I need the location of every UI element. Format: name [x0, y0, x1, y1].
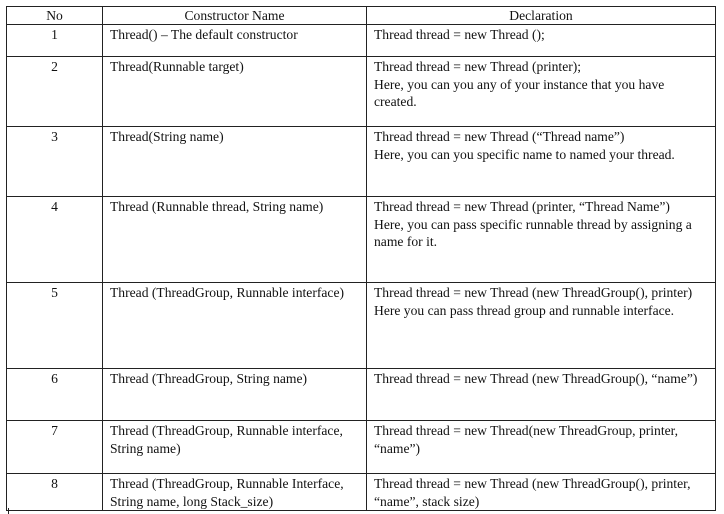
- declaration: [367, 25, 716, 57]
- row-number: 5: [7, 283, 103, 369]
- row-number: 7: [7, 421, 103, 474]
- declaration-line: Here, you can you any of your instance that you have created.: [374, 76, 665, 110]
- table-row: [7, 57, 716, 127]
- declaration-line: Thread thread = new Thread (printer);: [374, 59, 582, 75]
- table-row: [7, 127, 716, 197]
- declaration-line: Here you can pass thread group and runnable interface.: [374, 302, 675, 318]
- header-constructor-name: Constructor Name: [103, 7, 367, 25]
- constructor-name: Thread (Runnable thread, String name): [103, 197, 367, 283]
- row-number: 4: [7, 197, 103, 283]
- table-row: [7, 283, 716, 369]
- declaration-line: Here, you can pass specific runnable thread by assigning a name for it.: [374, 216, 692, 250]
- declaration-line: Thread thread = new Thread (new ThreadGroup(), printer): [374, 285, 693, 301]
- constructor-name: Thread (ThreadGroup, String name): [103, 369, 367, 421]
- border-fragment: [8, 508, 9, 514]
- row-number: 3: [7, 127, 103, 197]
- declaration-line: Thread thread = new Thread (new ThreadGroup(), “name”): [374, 371, 698, 387]
- declaration: [367, 369, 716, 421]
- declaration: [367, 474, 716, 511]
- table-row: [7, 369, 716, 421]
- table-row: [7, 474, 716, 511]
- declaration: [367, 57, 716, 127]
- constructor-name: Thread() – The default constructor: [103, 25, 367, 57]
- header-no: No: [7, 7, 103, 25]
- table-row: [7, 421, 716, 474]
- declaration: [367, 127, 716, 197]
- declaration-line: Thread thread = new Thread ();: [374, 27, 545, 43]
- header-row: [7, 7, 716, 25]
- header-declaration: Declaration: [367, 7, 716, 25]
- constructor-name: Thread(String name): [103, 127, 367, 197]
- row-number: 1: [7, 25, 103, 57]
- row-number: 8: [7, 474, 103, 511]
- declaration-line: Thread thread = new Thread(new ThreadGroup, printer, “name”): [374, 423, 679, 456]
- table-row: [7, 197, 716, 283]
- declaration: [367, 197, 716, 283]
- constructor-name: Thread (ThreadGroup, Runnable interface): [103, 283, 367, 369]
- declaration: [367, 421, 716, 474]
- declaration-line: Thread thread = new Thread (printer, “Thread Name”): [374, 199, 670, 215]
- row-number: 6: [7, 369, 103, 421]
- declaration-line: Thread thread = new Thread (“Thread name”): [374, 129, 625, 145]
- constructor-name: Thread (ThreadGroup, Runnable interface, String name): [103, 421, 367, 474]
- declaration-line: Thread thread = new Thread (new ThreadGroup(), printer, “name”, stack size): [374, 476, 691, 509]
- constructor-table: [6, 6, 716, 511]
- row-number: 2: [7, 57, 103, 127]
- constructor-name: Thread (ThreadGroup, Runnable Interface, String name, long Stack_size): [103, 474, 367, 511]
- declaration-line: Here, you can you specific name to named your thread.: [374, 146, 675, 162]
- declaration: [367, 283, 716, 369]
- table-row: [7, 25, 716, 57]
- constructor-name: Thread(Runnable target): [103, 57, 367, 127]
